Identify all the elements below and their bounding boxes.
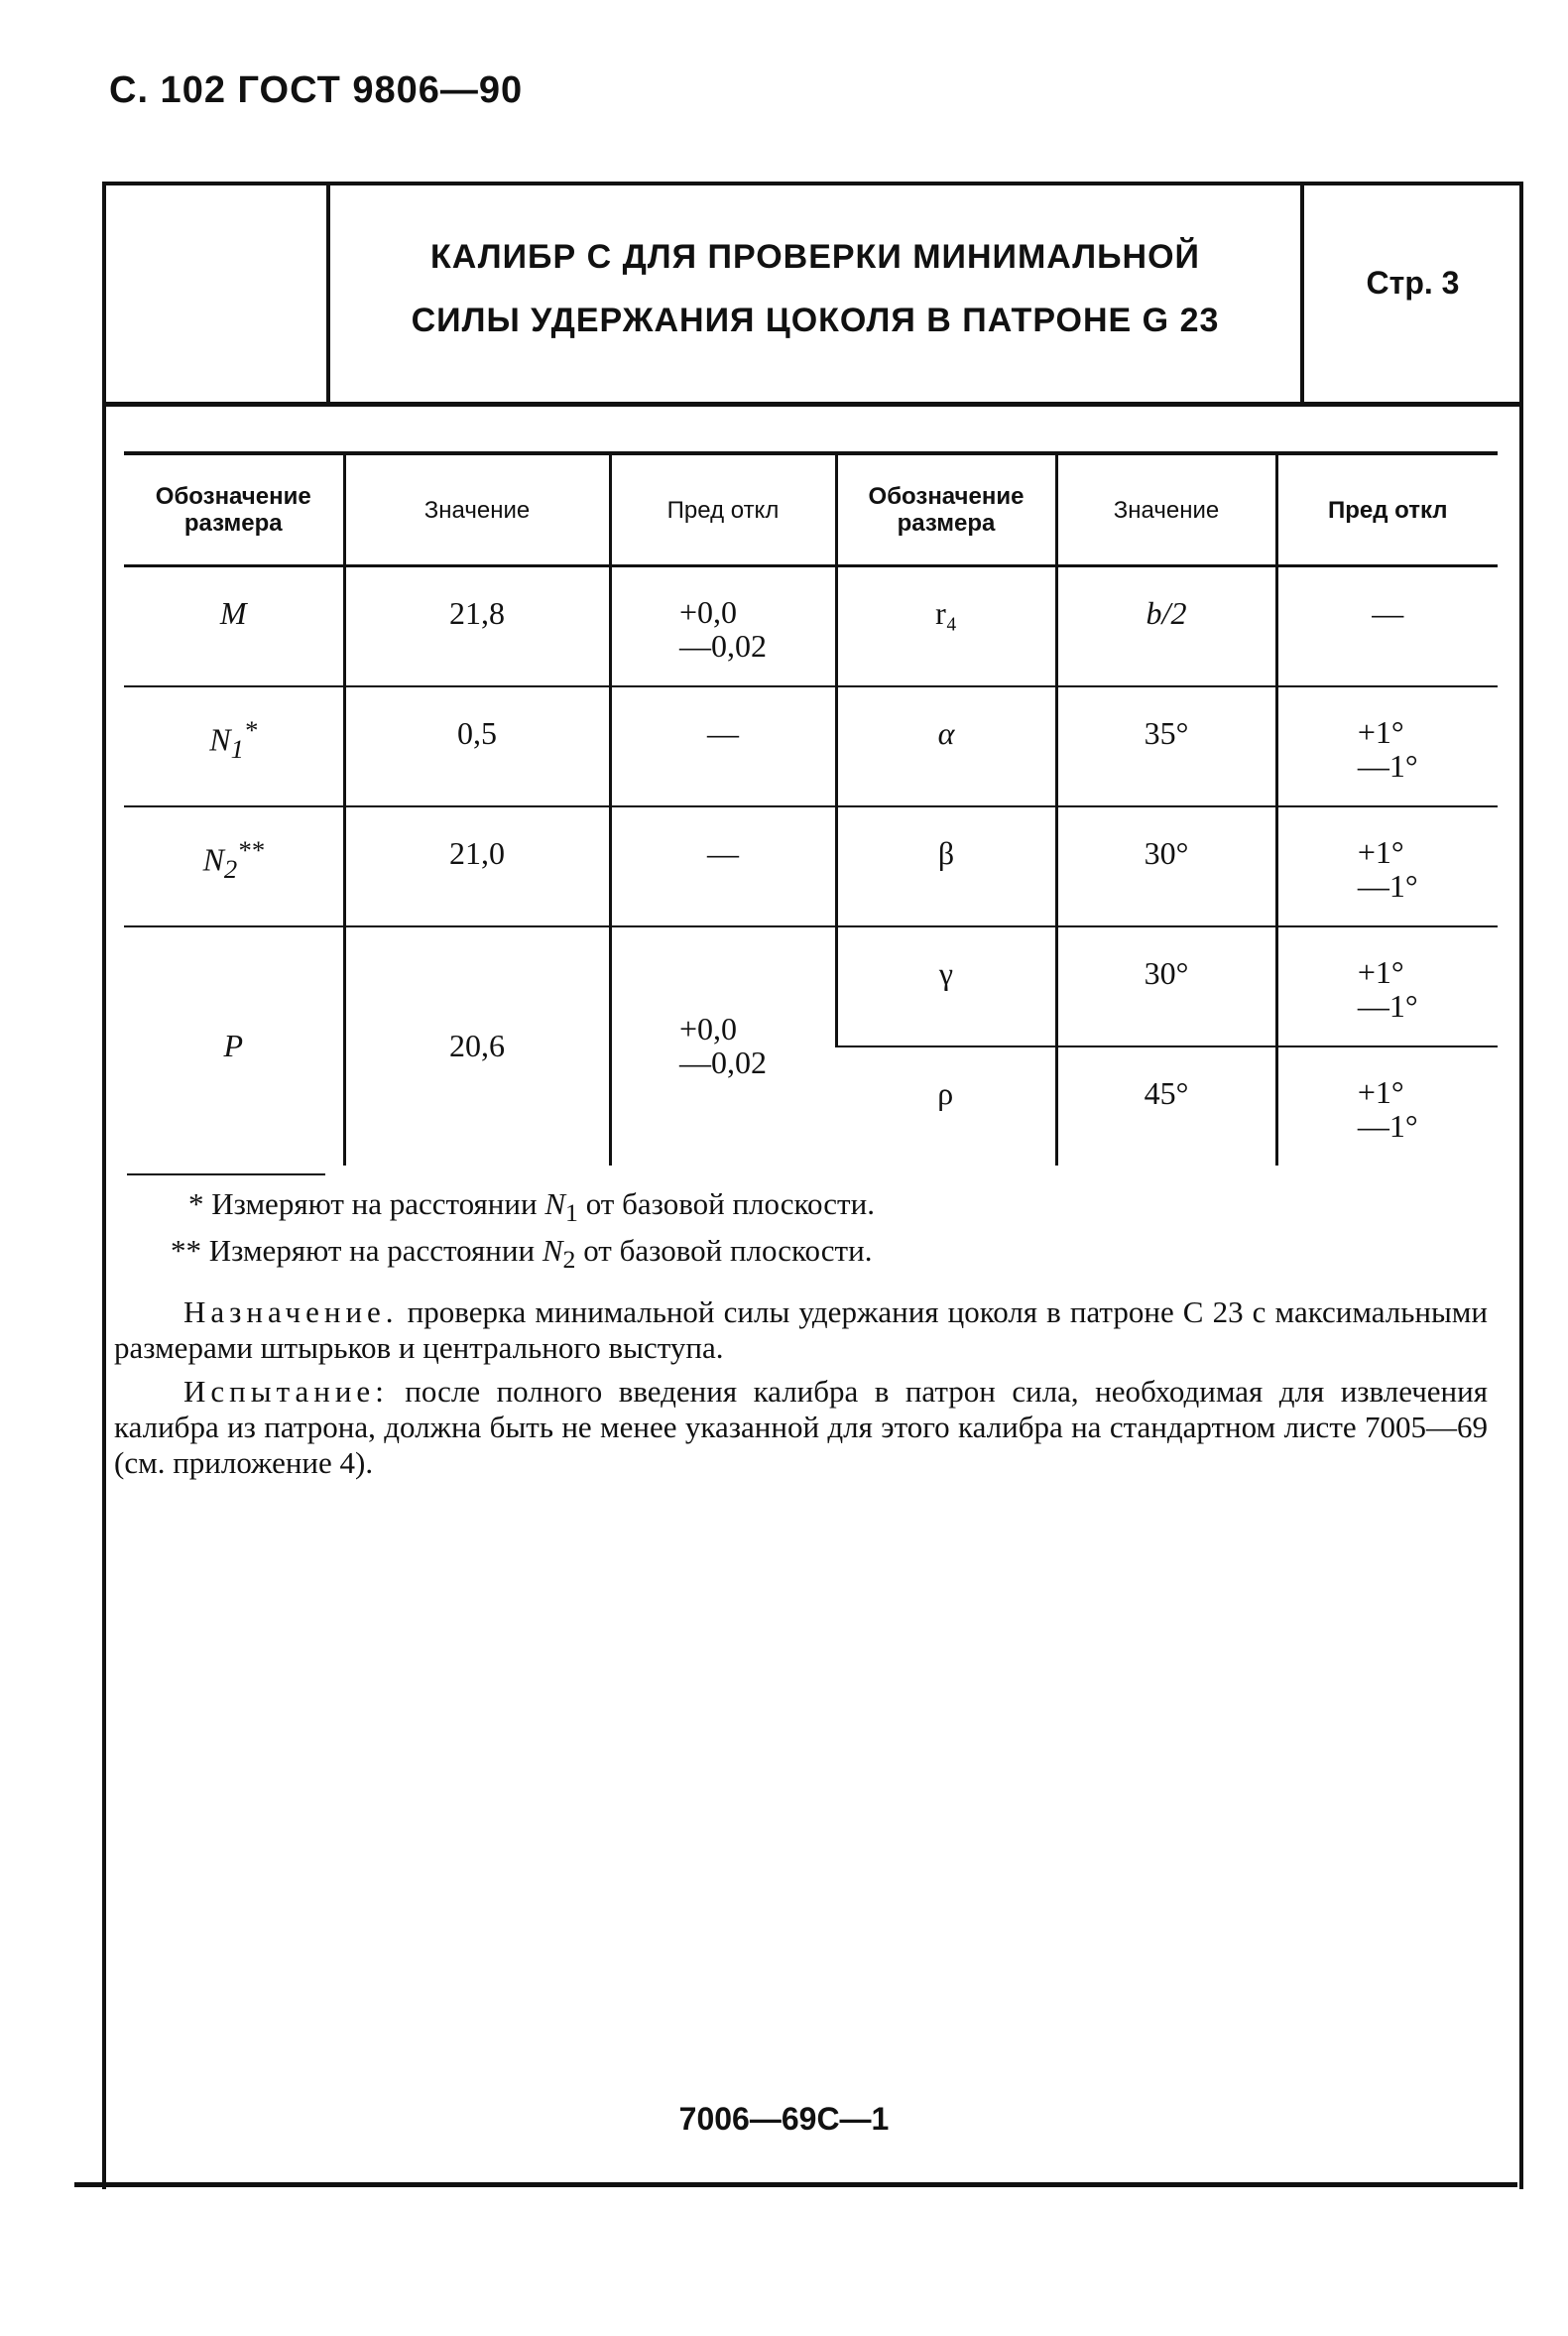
tolerance-plus: +1°: [1357, 1074, 1404, 1110]
tolerance-plus: +0,0: [679, 1010, 738, 1046]
designation-cell: ρ: [937, 1075, 954, 1111]
page-header: С. 102 ГОСТ 9806—90: [109, 69, 524, 111]
value-cell: 21,0: [344, 806, 610, 926]
tolerance-pair: [1358, 1075, 1418, 1143]
table-row: [124, 566, 1498, 687]
tolerance-plus: +1°: [1357, 954, 1404, 990]
footnote-1: * Измеряют на расстоянии $N_1$ от базовой плоскости.: [188, 1186, 875, 1228]
title-line-2: СИЛЫ УДЕРЖАНИЯ ЦОКОЛЯ В ПАТРОНЕ G 23: [411, 302, 1220, 339]
tolerance-cell: —: [610, 806, 836, 926]
designation-cell: r₄: [836, 566, 1056, 687]
tolerance-pair: [679, 1012, 767, 1079]
designation-cell: γ: [836, 926, 1056, 1046]
designation-cell: β: [836, 806, 1056, 926]
value-cell: 0,5: [344, 686, 610, 806]
value-cell: 30°: [1056, 926, 1276, 1046]
title-line-1: КАЛИБР С ДЛЯ ПРОВЕРКИ МИНИМАЛЬНОЙ: [430, 238, 1200, 276]
purpose-label: Назначение.: [183, 1294, 399, 1329]
document-title: [334, 225, 1296, 352]
designation-cell: M: [124, 566, 344, 687]
value-cell: 20,6: [344, 926, 610, 1166]
tolerance-minus: —1°: [1357, 988, 1418, 1024]
footnotes: [171, 1185, 875, 1279]
frame-bottom-line: [74, 2182, 1517, 2187]
tolerance-pair: [679, 595, 767, 663]
header-designation-2: Обозначение размера: [836, 453, 1056, 566]
tolerance-cell: [1276, 926, 1498, 1046]
header-designation: Обозначение размера: [124, 453, 344, 566]
tolerance-minus: —0,02: [679, 628, 767, 664]
page-number-label: Стр. 3: [1366, 265, 1460, 301]
tolerance-cell: [1276, 686, 1498, 806]
tolerance-pair: [1358, 955, 1418, 1023]
designation-cell: α: [836, 686, 1056, 806]
tolerance-cell: [1276, 806, 1498, 926]
tolerance-plus: +1°: [1357, 834, 1404, 870]
value-cell: 35°: [1056, 686, 1276, 806]
tolerance-cell: —: [1276, 566, 1498, 687]
table-row: [124, 686, 1498, 806]
dimensions-table: [124, 451, 1498, 1166]
tolerance-cell: [1276, 1046, 1498, 1166]
footnote-2: ** Измеряют на расстоянии $N_2$ от базовой плоскости.: [171, 1233, 873, 1275]
designation-cell: P: [223, 1028, 244, 1063]
tolerance-pair: [1358, 835, 1418, 903]
tolerance-minus: —1°: [1357, 748, 1418, 784]
table-row: [124, 926, 1498, 1046]
tolerance-pair: [1358, 715, 1418, 783]
tolerance-minus: —0,02: [679, 1044, 767, 1080]
tolerance-minus: —1°: [1357, 1108, 1418, 1144]
value-cell: 30°: [1056, 806, 1276, 926]
header-tolerance: Пред откл: [610, 453, 836, 566]
test-label: Испытание:: [183, 1374, 389, 1409]
title-left-cell: [106, 185, 330, 402]
designation-cell: $N_1^*$: [124, 686, 344, 806]
purpose-text: проверка минимальной силы удержания цоколя в патроне С 23 с максимальными размерами штырьков и центрального выступа.: [114, 1294, 1489, 1365]
tolerance-cell: [610, 566, 836, 687]
tolerance-plus: +0,0: [679, 594, 738, 630]
value-cell: 21,8: [344, 566, 610, 687]
table-row: [124, 806, 1498, 926]
header-value: Значение: [344, 453, 610, 566]
tolerance-plus: +1°: [1357, 714, 1404, 750]
header-tolerance-2: Пред откл: [1276, 453, 1498, 566]
tolerance-minus: —1°: [1357, 868, 1418, 904]
tolerance-cell: [610, 926, 836, 1166]
header-value-2: Значение: [1056, 453, 1276, 566]
sheet-code: 7006—69С—1: [678, 2101, 890, 2137]
title-block: [106, 185, 1519, 407]
test-text: после полного введения калибра в патрон сила, необходимая для извлечения калибра из патрона, должна быть не менее указанной для этого калибра на стандартном листе 7005—69 (см. приложение 4).: [114, 1374, 1488, 1480]
purpose-paragraph: [114, 1294, 1488, 1366]
value-cell: b/2: [1056, 566, 1276, 687]
value-cell: 45°: [1056, 1046, 1276, 1166]
footnote-rule: [127, 1173, 325, 1175]
tolerance-cell: —: [610, 686, 836, 806]
designation-cell: $N_2^{**}$: [124, 806, 344, 926]
test-paragraph: [114, 1374, 1488, 1481]
table-header-row: [124, 453, 1498, 566]
